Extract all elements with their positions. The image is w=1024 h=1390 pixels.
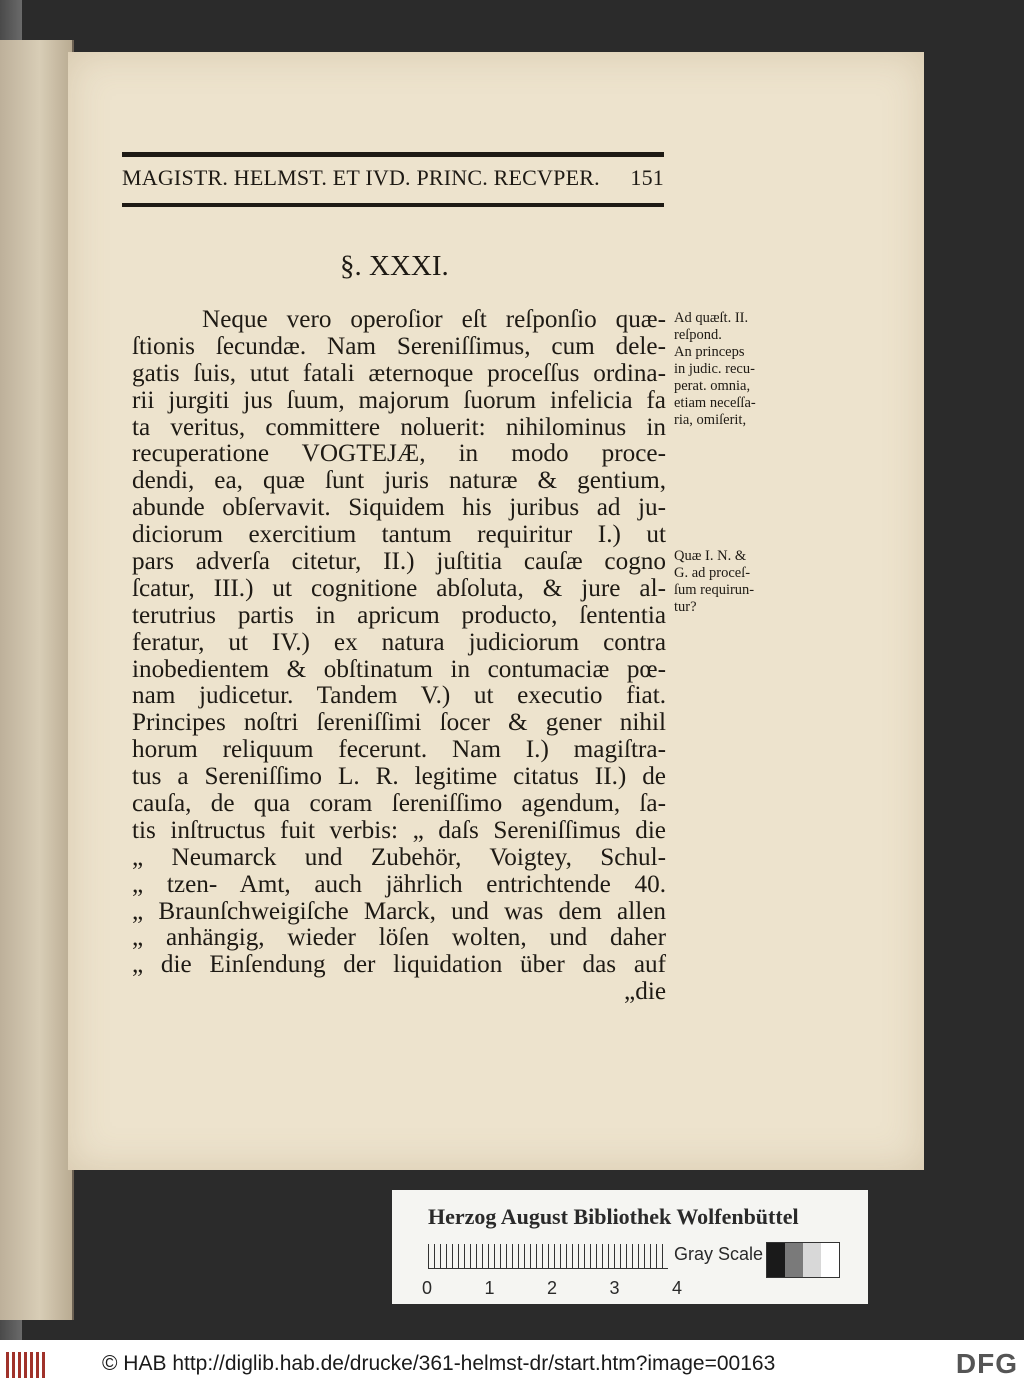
facing-page-edge bbox=[0, 40, 74, 1320]
marginal-note-line: Ad quæſt. II. bbox=[674, 310, 749, 326]
marginal-note-line: perat. omnia, bbox=[674, 378, 751, 394]
marginal-note-line: Quæ I. N. & bbox=[674, 548, 747, 564]
text-line: terutrius partis in apricum producto, ſententia bbox=[132, 601, 666, 629]
text-line: „ Neumarck und Zubehör, Voigtey, Schul- bbox=[132, 843, 666, 871]
text-line: nam judicetur. Tandem V.) ut executio fiat. bbox=[132, 682, 666, 710]
footer-bar bbox=[0, 1340, 1024, 1390]
gray-swatch bbox=[767, 1243, 785, 1277]
marginal-note-line: G. ad proceſ- bbox=[674, 565, 751, 581]
page-number: 151 bbox=[630, 165, 664, 190]
marginal-note-line: An princeps bbox=[674, 344, 745, 360]
ruler-scale bbox=[428, 1244, 668, 1269]
library-name: Herzog August Bibliothek Wolfenbüttel bbox=[428, 1204, 799, 1229]
text-line: „ anhängig, wieder löſen wolten, und daher bbox=[132, 924, 666, 952]
gray-swatch bbox=[821, 1243, 839, 1277]
text-line: gatis ſuis, utut fatali æternoque proceſſus ordina- bbox=[132, 359, 666, 387]
marginal-note-2 bbox=[674, 548, 786, 616]
ruler-number: 0 bbox=[422, 1278, 433, 1298]
header-rule-top bbox=[122, 152, 664, 157]
running-head-text: MAGISTR. HELMST. ET IVD. PRINC. RECVPER. bbox=[122, 165, 600, 190]
color-calibration-card bbox=[392, 1190, 868, 1304]
marginal-note-line: ria, omiſerit, bbox=[674, 412, 747, 428]
text-line: dendi, ea, quæ ſunt juris naturæ & gentium, bbox=[132, 467, 666, 495]
manuscript-icon bbox=[6, 1352, 46, 1378]
text-line: feratur, ut IV.) ex natura judiciorum contra bbox=[132, 628, 666, 656]
text-line: rii jurgiti jus ſuum, majorum ſuorum infelicia fa bbox=[132, 386, 666, 414]
text-line: tus a Sereniſſimo L. R. legitime citatus II.) de bbox=[132, 763, 666, 791]
text-line: „ tzen- Amt, auch jährlich entrichtende 40. bbox=[132, 870, 666, 898]
section-heading-text: §. XXXI. bbox=[340, 250, 449, 282]
text-line: inobedientem & obſtinatum in contumaciæ pœ- bbox=[132, 655, 666, 683]
body-text bbox=[132, 307, 666, 1006]
running-head bbox=[122, 165, 664, 191]
ruler-number: 4 bbox=[671, 1278, 682, 1298]
text-line: cauſa, de qua coram ſereniſſimo agendum, ſa- bbox=[132, 790, 666, 818]
marginal-note-line: tur? bbox=[674, 599, 697, 615]
gray-swatch bbox=[785, 1243, 803, 1277]
dfg-logo: DFG bbox=[955, 1348, 1018, 1379]
text-line: horum reliquum fecerunt. Nam I.) magiſtra- bbox=[132, 736, 666, 764]
marginal-note-1 bbox=[674, 310, 786, 429]
text-line: pars adverſa citetur, II.) juſtitia cauſæ cogno bbox=[132, 548, 666, 576]
text-line: tis inſtructus fuit verbis: „ daſs Sereniſſimus die bbox=[132, 816, 666, 844]
marginal-note-line: in judic. recu- bbox=[674, 361, 755, 377]
ruler-number: 1 bbox=[484, 1278, 495, 1298]
gray-swatch bbox=[803, 1243, 821, 1277]
gray-scale-swatches bbox=[766, 1242, 840, 1278]
marginal-note-line: ſum requirun- bbox=[674, 582, 755, 598]
text-line: recuperatione VOGTEJÆ, in modo proce- bbox=[132, 440, 666, 468]
gray-scale-label: Gray Scale bbox=[674, 1244, 764, 1264]
text-line: „ Braunſchweigiſche Marck, und was dem allen bbox=[132, 897, 666, 925]
text-line: Principes noſtri ſereniſſimi ſocer & gener nihil bbox=[132, 709, 666, 737]
text-line: „ die Einſendung der liquidation über das auf bbox=[132, 951, 666, 979]
text-line: ſcatur, III.) ut cognitione abſoluta, & jure al- bbox=[132, 574, 666, 602]
marginal-note-line: etiam neceſſa- bbox=[674, 395, 756, 411]
text-line: diciorum exercitium tantum requiritur I.) ut bbox=[132, 521, 666, 549]
source-credit[interactable]: © HAB http://diglib.hab.de/drucke/361-helmst-dr/start.htm?image=00163 bbox=[102, 1352, 776, 1375]
text-line: ſtionis ſecundæ. Nam Sereniſſimus, cum dele- bbox=[132, 332, 666, 360]
ruler-numbers bbox=[422, 1278, 682, 1299]
ruler-number: 3 bbox=[609, 1278, 620, 1298]
ruler-number: 2 bbox=[546, 1278, 557, 1298]
text-line: Neque vero operoſior eſt reſponſio quæ- bbox=[202, 306, 666, 333]
text-line: „die bbox=[624, 978, 666, 1006]
text-line: abunde obſervavit. Siquidem his juribus ad ju- bbox=[132, 494, 666, 522]
text-line: ta veritus, committere noluerit: nihilominus in bbox=[132, 413, 666, 441]
header-rule-bottom bbox=[122, 203, 664, 207]
marginal-note-line: reſpond. bbox=[674, 327, 722, 343]
